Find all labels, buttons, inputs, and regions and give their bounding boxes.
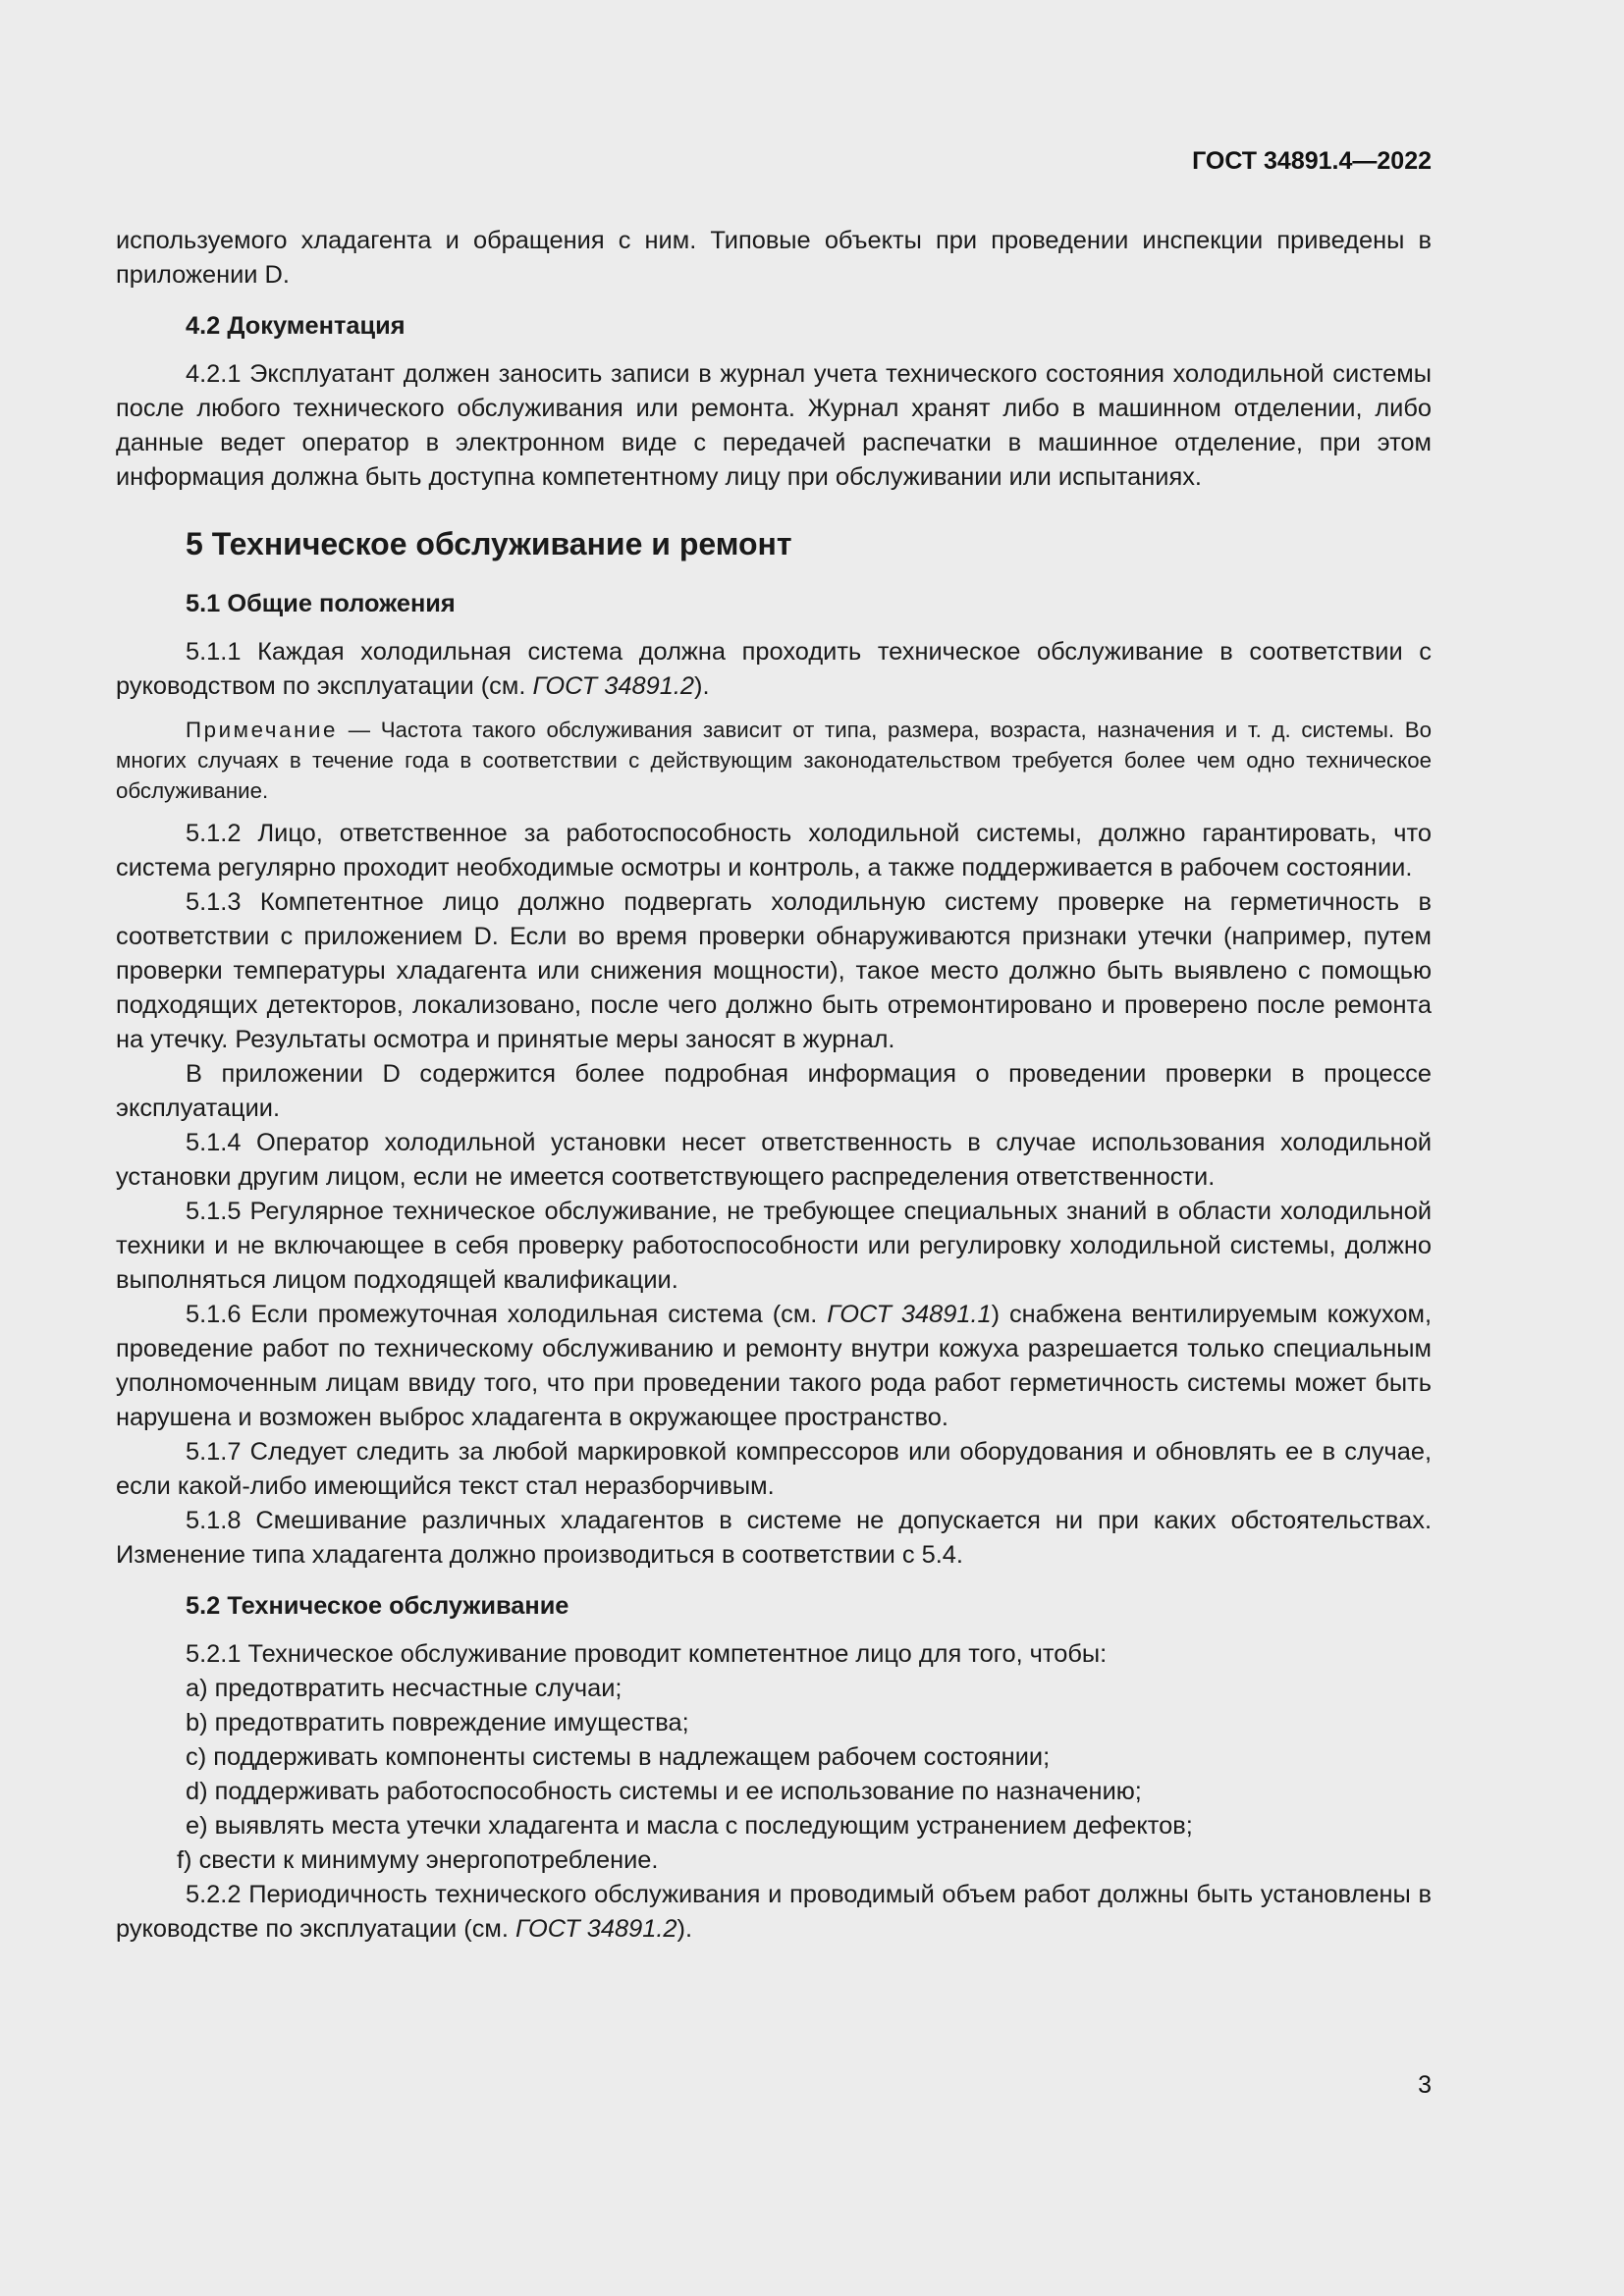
page-content xyxy=(116,224,1432,1947)
paragraph-5-1-6-text: 5.1.6 Если промежуточная холодильная система (см. xyxy=(186,1301,828,1328)
paragraph-5-1-1-tail: ). xyxy=(694,672,710,700)
paragraph-5-2-2 xyxy=(116,1878,1432,1947)
paragraph-5-1-7: 5.1.7 Следует следить за любой маркировкой компрессоров или оборудования и обновлять ее в случае, если какой-либо имеющийся текст стал неразборчивым. xyxy=(116,1438,1432,1500)
section-4-2-heading: 4.2 Документация xyxy=(186,312,406,340)
document-header: ГОСТ 34891.4—2022 xyxy=(1192,147,1432,175)
list-item-f: f) свести к минимуму энергопотребление. xyxy=(177,1846,659,1874)
note-text: — Частота такого обслуживания зависит от типа, размера, возраста, назначения и т. д. системы. Во многих случаях в течение года в соответствии с действующим законодательством требуется более чем одно техническое обслуживание. xyxy=(116,718,1432,803)
paragraph-5-1-3-continuation: В приложении D содержится более подробная информация о проведении проверки в процессе эксплуатации. xyxy=(116,1060,1432,1122)
section-5-1-heading: 5.1 Общие положения xyxy=(186,590,456,617)
paragraph-5-1-6 xyxy=(116,1298,1432,1435)
paragraph-4-2-1: 4.2.1 Эксплуатант должен заносить записи в журнал учета технического состояния холодильной системы после любого технического обслуживания или ремонта. Журнал хранят либо в машинном отделении, либо данные ведет оператор в электронном виде с передачей распечатки в машинное отделение, при этом информация должна быть доступна компетентному лицу при обслуживании или испытаниях. xyxy=(116,360,1432,491)
paragraph-5-1-2: 5.1.2 Лицо, ответственное за работоспособность холодильной системы, должно гарантировать, что система регулярно проходит необходимые осмотры и контроль, а также поддерживается в рабочем состоянии. xyxy=(116,820,1432,881)
paragraph-5-1-5: 5.1.5 Регулярное техническое обслуживание, не требующее специальных знаний в области холодильной техники и не включающее в себя проверку работоспособности или регулировку холодильной системы, должно выполняться лицом подходящей квалификации. xyxy=(116,1198,1432,1294)
note-label: Примечание xyxy=(186,718,339,742)
paragraph-5-1-3: 5.1.3 Компетентное лицо должно подвергать холодильную систему проверке на герметичность в соответствии с приложением D. Если во время проверки обнаруживаются признаки утечки (например, путем проверки температуры хладагента или снижения мощности), такое место должно быть выявлено с помощью подходящих детекторов, локализовано, после чего должно быть отремонтировано и проверено после ремонта на утечку. Результаты осмотра и принятые меры заносят в журнал. xyxy=(116,888,1432,1053)
list-item-c: c) поддерживать компоненты системы в надлежащем рабочем состоянии; xyxy=(186,1743,1051,1771)
list-item-d: d) поддерживать работоспособность системы и ее использование по назначению; xyxy=(186,1778,1142,1805)
list-item-e: e) выявлять места утечки хладагента и масла с последующим устранением дефектов; xyxy=(186,1812,1193,1840)
reference-gost-34891-2: ГОСТ 34891.2 xyxy=(532,672,694,700)
paragraph-5-2-1: 5.2.1 Техническое обслуживание проводит компетентное лицо для того, чтобы: xyxy=(186,1640,1108,1668)
paragraph-continuation: используемого хладагента и обращения с ним. Типовые объекты при проведении инспекции приведены в приложении D. xyxy=(116,227,1432,289)
paragraph-5-1-4: 5.1.4 Оператор холодильной установки несет ответственность в случае использования холодильной установки другим лицом, если не имеется соответствующего распределения ответственности. xyxy=(116,1129,1432,1191)
section-5-2-heading: 5.2 Техническое обслуживание xyxy=(186,1592,569,1620)
note-paragraph xyxy=(116,715,1432,806)
section-5-heading: 5 Техническое обслуживание и ремонт xyxy=(186,526,792,561)
reference-gost-34891-2-b: ГОСТ 34891.2 xyxy=(514,1915,677,1943)
page-number: 3 xyxy=(1418,2071,1432,2099)
paragraph-5-1-6-tail: ) снабжена вентилируемым кожухом, проведение работ по техническому обслуживанию и ремонту внутри кожуха разрешается только специальным уполномоченным лицам ввиду того, что при проведении такого рода работ герметичность системы может быть нарушена и возможен выброс хладагента в окружающее пространство. xyxy=(116,1301,1432,1431)
paragraph-5-2-2-tail: ). xyxy=(677,1915,693,1943)
reference-gost-34891-1: ГОСТ 34891.1 xyxy=(827,1301,992,1328)
list-item-a: a) предотвратить несчастные случаи; xyxy=(186,1675,623,1702)
paragraph-5-1-1-text: 5.1.1 Каждая холодильная система должна проходить техническое обслуживание в соответствии с руководством по эксплуатации (см. xyxy=(116,638,1432,700)
list-item-b: b) предотвратить повреждение имущества; xyxy=(186,1709,689,1736)
paragraph-5-2-2-text: 5.2.2 Периодичность технического обслуживания и проводимый объем работ должны быть установлены в руководстве по эксплуатации (см. xyxy=(116,1881,1432,1943)
paragraph-5-1-1 xyxy=(116,635,1432,704)
paragraph-5-1-8: 5.1.8 Смешивание различных хладагентов в системе не допускается ни при каких обстоятельствах. Изменение типа хладагента должно производиться в соответствии с 5.4. xyxy=(116,1507,1432,1569)
